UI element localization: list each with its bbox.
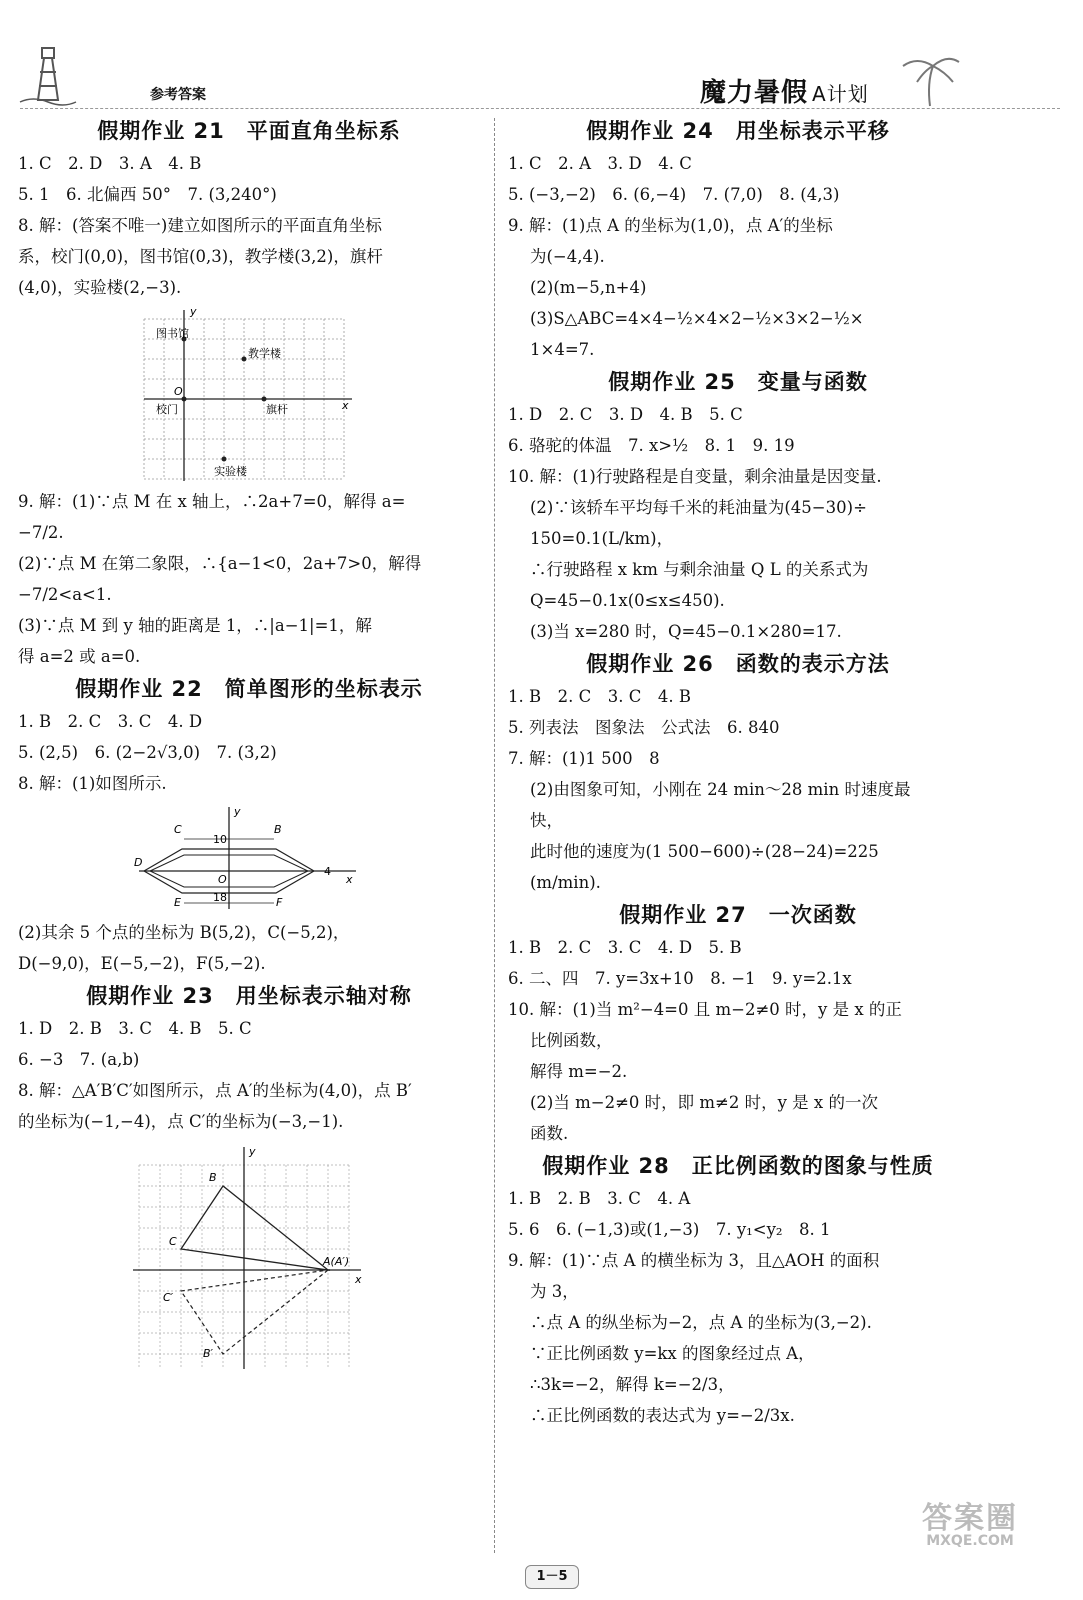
answer-line: (2)当 m−2≠0 时，即 m≠2 时，y 是 x 的一次 bbox=[530, 1093, 878, 1112]
answer-line: 比例函数， bbox=[530, 1031, 613, 1050]
section-title-22: 假期作业 22 简单图形的坐标表示 bbox=[75, 677, 423, 701]
page-header bbox=[0, 0, 1083, 120]
answer-line: (2)(m−5,n+4) bbox=[530, 278, 647, 297]
origin-label: O bbox=[173, 385, 183, 398]
answer-line: 1. C 2. A 3. D 4. C bbox=[508, 154, 692, 173]
axis-x-label: x bbox=[355, 1273, 362, 1286]
answer-line: 函数. bbox=[530, 1124, 569, 1143]
answer-line: (4,0)，实验楼(2,−3). bbox=[18, 278, 182, 297]
answer-line: 9. 解：(1)∵点 M 在 x 轴上，∴2a+7=0，解得 a= bbox=[18, 492, 406, 511]
answer-line: (2)其余 5 个点的坐标为 B(5,2)，C(−5,2)， bbox=[18, 923, 350, 942]
answer-line: 为(−4,4). bbox=[530, 247, 605, 266]
axis-x-label: x bbox=[341, 399, 349, 412]
point-C-label: C bbox=[169, 1235, 177, 1248]
answer-line: (2)由图象可知，小刚在 24 min～28 min 时速度最 bbox=[530, 780, 911, 799]
section-title-25: 假期作业 25 变量与函数 bbox=[608, 370, 868, 394]
answer-line: D(−9,0)，E(−5,−2)，F(5,−2). bbox=[18, 954, 266, 973]
answer-line: 为 3， bbox=[530, 1282, 579, 1301]
answer-line: 150=0.1(L/km)， bbox=[530, 529, 674, 548]
reflection-figure bbox=[129, 1141, 369, 1371]
answer-line: (m/min). bbox=[530, 873, 601, 892]
answer-line: (2)∵点 M 在第二象限，∴{a−1<0，2a+7>0，解得 bbox=[18, 554, 422, 573]
section-title-21: 假期作业 21 平面直角坐标系 bbox=[97, 119, 401, 143]
column-divider bbox=[494, 118, 495, 1553]
lab-building-label: 实验楼 bbox=[213, 465, 247, 478]
flagpole-label: 旗杆 bbox=[265, 403, 288, 416]
watermark-logo bbox=[880, 1501, 1060, 1552]
point-B-label: B bbox=[209, 1171, 217, 1184]
gate-label: 校门 bbox=[155, 403, 178, 416]
answer-line: 5. 6 6. (−1,3)或(1,−3) 7. y₁<y₂ 8. 1 bbox=[508, 1220, 831, 1239]
answer-line: ∴点 A 的纵坐标为−2，点 A 的坐标为(3,−2). bbox=[530, 1313, 872, 1332]
answer-line: 5. 1 6. 北偏西 50° 7. (3,240°) bbox=[18, 185, 277, 204]
header-brand bbox=[700, 72, 869, 109]
answer-line: 5. (−3,−2) 6. (6,−4) 7. (7,0) 8. (4,3) bbox=[508, 185, 840, 204]
answer-line: (3)∵点 M 到 y 轴的距离是 1，∴|a−1|=1，解 bbox=[18, 616, 372, 635]
answer-line: 9. 解：(1)点 A 的坐标为(1,0)，点 A′的坐标 bbox=[508, 216, 833, 235]
teaching-building-label: 教学楼 bbox=[247, 347, 281, 360]
answer-line: 6. −3 7. (a,b) bbox=[18, 1050, 140, 1069]
axis-y-label: y bbox=[249, 1145, 256, 1158]
origin-label: O bbox=[218, 873, 227, 886]
answer-line: 1. B 2. C 3. C 4. B bbox=[508, 687, 691, 706]
campus-coordinate-figure bbox=[142, 307, 357, 482]
section-title-26: 假期作业 26 函数的表示方法 bbox=[586, 652, 890, 676]
answer-line: 7. 解：(1)1 500 8 bbox=[508, 749, 660, 768]
point-E-label: E bbox=[174, 896, 181, 909]
answer-line: 9. 解：(1)∵点 A 的横坐标为 3，且△AOH 的面积 bbox=[508, 1251, 880, 1270]
answer-line: 8. 解：△A′B′C′如图所示，点 A′的坐标为(4,0)，点 B′ bbox=[18, 1081, 412, 1100]
point-D-label: D bbox=[134, 856, 143, 869]
answer-line: 得 a=2 或 a=0. bbox=[18, 647, 141, 666]
header-rule bbox=[20, 108, 1060, 109]
answer-line: (2)∵该轿车平均每千米的耗油量为(45−30)÷ bbox=[530, 498, 867, 517]
answer-line: 6. 骆驼的体温 7. x>½ 8. 1 9. 19 bbox=[508, 436, 795, 455]
answer-line: 8. 解：(答案不唯一)建立如图所示的平面直角坐标 bbox=[18, 216, 382, 235]
header-section-label: 参考答案 bbox=[150, 87, 206, 103]
answer-line: 系，校门(0,0)，图书馆(0,3)，教学楼(3,2)，旗杆 bbox=[18, 247, 383, 266]
answer-line: 1. D 2. B 3. C 4. B 5. C bbox=[18, 1019, 252, 1038]
axis-y-label: y bbox=[234, 805, 241, 818]
bottom-length-label: 18 bbox=[213, 891, 227, 904]
hexagon-figure bbox=[134, 803, 364, 913]
tick-four-label: 4 bbox=[324, 865, 331, 878]
answer-line: ∵正比例函数 y=kx 的图象经过点 A， bbox=[530, 1344, 815, 1363]
answer-line: (3)当 x=280 时，Q=45−0.1×280=17. bbox=[530, 622, 842, 641]
answer-line: Q=45−0.1x(0≤x≤450). bbox=[530, 591, 725, 610]
point-F-label: F bbox=[276, 896, 283, 909]
section-title-28: 假期作业 28 正比例函数的图象与性质 bbox=[542, 1154, 934, 1178]
axis-y-label: y bbox=[189, 307, 197, 318]
point-B-label: B bbox=[274, 823, 282, 836]
section-title-23: 假期作业 23 用坐标表示轴对称 bbox=[86, 984, 412, 1008]
section-title-27: 假期作业 27 一次函数 bbox=[619, 903, 857, 927]
answer-line: 5. 列表法 图象法 公式法 6. 840 bbox=[508, 718, 780, 737]
answer-line: 1. B 2. B 3. C 4. A bbox=[508, 1189, 691, 1208]
brand-title: 魔力暑假 bbox=[700, 78, 809, 108]
answer-line: 8. 解：(1)如图所示. bbox=[18, 774, 167, 793]
answer-line: 1. B 2. C 3. C 4. D 5. B bbox=[508, 938, 742, 957]
section-title-24: 假期作业 24 用坐标表示平移 bbox=[586, 119, 890, 143]
page-number: 1－5 bbox=[525, 1565, 579, 1589]
answer-line: 此时他的速度为(1 500−600)÷(28−24)=225 bbox=[530, 842, 879, 861]
top-length-label: 10 bbox=[213, 833, 227, 846]
answer-line: −7/2. bbox=[18, 523, 64, 542]
answer-line: 10. 解：(1)行驶路程是自变量，剩余油量是因变量. bbox=[508, 467, 882, 486]
axis-x-label: x bbox=[346, 873, 353, 886]
answer-line: 解得 m=−2. bbox=[530, 1062, 628, 1081]
palm-tree-icon bbox=[895, 48, 965, 108]
point-C-prime-label: C′ bbox=[163, 1291, 174, 1304]
answer-line: 快， bbox=[530, 811, 563, 830]
point-A-label: A(A′) bbox=[323, 1255, 350, 1268]
answer-line: 5. (2,5) 6. (2−2√3,0) 7. (3,2) bbox=[18, 743, 277, 762]
answer-line: −7/2<a<1. bbox=[18, 585, 112, 604]
watermark-url: MXQE.COM bbox=[926, 1533, 1014, 1549]
answer-line: 1×4=7. bbox=[530, 340, 595, 359]
answer-line: 10. 解：(1)当 m²−4=0 且 m−2≠0 时，y 是 x 的正 bbox=[508, 1000, 902, 1019]
answer-line: 1. B 2. C 3. C 4. D bbox=[18, 712, 203, 731]
answer-line: ∴行驶路程 x km 与剩余油量 Q L 的关系式为 bbox=[530, 560, 869, 579]
right-column bbox=[508, 114, 968, 1431]
left-column bbox=[18, 114, 480, 1375]
point-C-label: C bbox=[174, 823, 182, 836]
lighthouse-icon bbox=[18, 40, 78, 106]
answer-line: 1. C 2. D 3. A 4. B bbox=[18, 154, 202, 173]
answer-line: ∴3k=−2，解得 k=−2/3， bbox=[530, 1375, 735, 1394]
answer-line: 的坐标为(−1,−4)，点 C′的坐标为(−3,−1). bbox=[18, 1112, 344, 1131]
answer-line: (3)S△ABC=4×4−½×4×2−½×3×2−½× bbox=[530, 309, 864, 328]
brand-subtitle: A计划 bbox=[812, 82, 869, 106]
library-label: 图书馆 bbox=[155, 327, 189, 340]
answer-line: 1. D 2. C 3. D 4. B 5. C bbox=[508, 405, 743, 424]
answer-line: 6. 二、四 7. y=3x+10 8. −1 9. y=2.1x bbox=[508, 969, 852, 988]
watermark-title: 答案圈 bbox=[922, 1501, 1018, 1536]
point-B-prime-label: B′ bbox=[203, 1347, 214, 1360]
answer-line: ∴正比例函数的表达式为 y=−2/3x. bbox=[530, 1406, 795, 1425]
